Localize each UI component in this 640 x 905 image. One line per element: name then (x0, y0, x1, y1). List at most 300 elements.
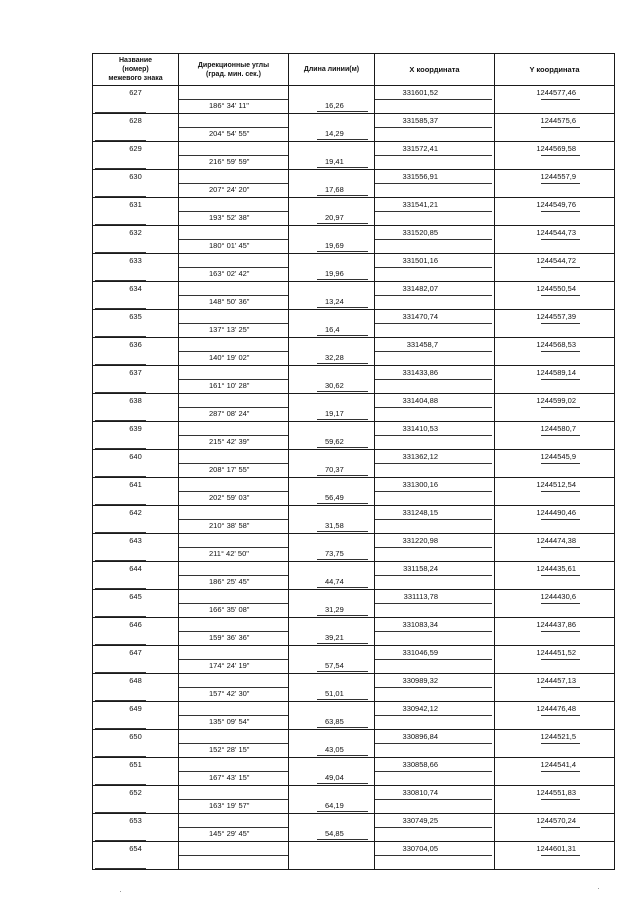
length-cell (289, 114, 375, 142)
line-length: 19,41 (325, 157, 344, 166)
y-coordinate: 1244490,46 (536, 508, 576, 517)
x-underline (375, 687, 492, 688)
y-coordinate: 1244545,9 (540, 452, 576, 461)
direction-angle: 208° 17' 55" (209, 465, 250, 474)
y-coordinate: 1244474,38 (536, 536, 576, 545)
angle-cell (179, 450, 289, 478)
length-cell (289, 590, 375, 618)
angle-cell (179, 562, 289, 590)
angle-cell (179, 86, 289, 114)
direction-angle: 180° 01' 45" (209, 241, 250, 250)
point-number: 644 (129, 564, 142, 573)
line-length: 44,74 (325, 577, 344, 586)
point-cell (93, 674, 179, 702)
y-underline (541, 407, 580, 408)
point-cell (93, 338, 179, 366)
table-row (93, 590, 615, 618)
direction-angle: 161° 10' 28" (209, 381, 250, 390)
y-underline (541, 799, 580, 800)
line-length: 43,05 (325, 745, 344, 754)
length-cell (289, 814, 375, 842)
y-coordinate: 1244544,72 (536, 256, 576, 265)
y-underline (541, 575, 580, 576)
point-cell (93, 730, 179, 758)
x-underline (375, 743, 492, 744)
length-underline (317, 167, 368, 168)
x-underline (375, 211, 492, 212)
line-length: 39,21 (325, 633, 344, 642)
point-cell (93, 170, 179, 198)
angle-separator (179, 239, 288, 240)
x-cell (375, 114, 495, 142)
x-underline (375, 575, 492, 576)
point-cell (93, 142, 179, 170)
x-coordinate: 331520,85 (402, 228, 438, 237)
x-cell (375, 702, 495, 730)
y-coordinate: 1244435,61 (536, 564, 576, 573)
y-cell (495, 758, 615, 786)
x-cell (375, 842, 495, 870)
point-number: 654 (129, 844, 142, 853)
y-underline (541, 771, 580, 772)
x-cell (375, 86, 495, 114)
point-number: 627 (129, 88, 142, 97)
length-cell (289, 758, 375, 786)
direction-angle: 204° 54' 55" (209, 129, 250, 138)
table-row (93, 674, 615, 702)
angle-cell (179, 422, 289, 450)
x-cell (375, 814, 495, 842)
x-cell (375, 282, 495, 310)
y-cell (495, 814, 615, 842)
length-underline (317, 559, 368, 560)
angle-cell (179, 478, 289, 506)
y-underline (541, 127, 580, 128)
point-underline (95, 196, 146, 197)
length-underline (317, 391, 368, 392)
table-row (93, 366, 615, 394)
table-row (93, 422, 615, 450)
y-underline (541, 631, 580, 632)
point-cell (93, 562, 179, 590)
angle-cell (179, 786, 289, 814)
x-cell (375, 730, 495, 758)
angle-separator (179, 687, 288, 688)
angle-cell (179, 534, 289, 562)
length-cell (289, 478, 375, 506)
table-row (93, 226, 615, 254)
scan-speck (598, 888, 599, 889)
table-row (93, 562, 615, 590)
table-row (93, 842, 615, 870)
length-cell (289, 422, 375, 450)
point-cell (93, 646, 179, 674)
point-underline (95, 364, 146, 365)
point-number: 647 (129, 648, 142, 657)
line-length: 16,26 (325, 101, 344, 110)
length-cell (289, 730, 375, 758)
line-length: 49,04 (325, 773, 344, 782)
x-coordinate: 331220,98 (402, 536, 438, 545)
x-underline (375, 631, 492, 632)
length-underline (317, 531, 368, 532)
angle-separator (179, 771, 288, 772)
length-cell (289, 702, 375, 730)
point-number: 650 (129, 732, 142, 741)
y-coordinate: 1244599,02 (536, 396, 576, 405)
y-coordinate: 1244580,7 (540, 424, 576, 433)
point-cell (93, 254, 179, 282)
length-cell (289, 170, 375, 198)
angle-separator (179, 491, 288, 492)
direction-angle: 186° 25' 45" (209, 577, 250, 586)
length-underline (317, 811, 368, 812)
x-underline (375, 855, 492, 856)
table-row (93, 114, 615, 142)
table-row (93, 254, 615, 282)
angle-separator (179, 575, 288, 576)
line-length: 32,28 (325, 353, 344, 362)
line-length: 73,75 (325, 549, 344, 558)
line-length: 54,85 (325, 829, 344, 838)
header-angle-line-2: (град. мин. сек.) (206, 70, 261, 78)
y-cell (495, 590, 615, 618)
header-y: Y координата (495, 54, 615, 86)
y-coordinate: 1244589,14 (536, 368, 576, 377)
angle-cell (179, 114, 289, 142)
x-underline (375, 827, 492, 828)
angle-cell (179, 142, 289, 170)
header-angle-line-1: Дирекционные углы (197, 61, 270, 69)
length-cell (289, 842, 375, 870)
angle-cell (179, 702, 289, 730)
x-coordinate: 331585,37 (402, 116, 438, 125)
line-length: 19,69 (325, 241, 344, 250)
y-cell (495, 534, 615, 562)
x-cell (375, 450, 495, 478)
y-underline (541, 323, 580, 324)
x-cell (375, 562, 495, 590)
x-coordinate: 331404,88 (402, 396, 438, 405)
header-length: Длина линии(м) (289, 54, 375, 86)
table-row (93, 758, 615, 786)
point-number: 653 (129, 816, 142, 825)
y-coordinate: 1244457,13 (536, 676, 576, 685)
length-underline (317, 307, 368, 308)
y-coordinate: 1244521,5 (540, 732, 576, 741)
y-underline (541, 183, 580, 184)
y-underline (541, 351, 580, 352)
x-coordinate: 330989,32 (402, 676, 438, 685)
angle-separator (179, 295, 288, 296)
x-underline (375, 799, 492, 800)
y-underline (541, 267, 580, 268)
y-coordinate: 1244437,86 (536, 620, 576, 629)
x-cell (375, 674, 495, 702)
point-underline (95, 812, 146, 813)
x-underline (375, 463, 492, 464)
x-coordinate: 330749,25 (402, 816, 438, 825)
y-underline (541, 379, 580, 380)
length-underline (317, 783, 368, 784)
angle-cell (179, 590, 289, 618)
direction-angle: 145° 29' 45" (209, 829, 250, 838)
point-underline (95, 308, 146, 309)
x-coordinate: 331572,41 (402, 144, 438, 153)
point-underline (95, 728, 146, 729)
angle-separator (179, 547, 288, 548)
y-cell (495, 86, 615, 114)
x-underline (375, 351, 492, 352)
angle-separator (179, 743, 288, 744)
x-cell (375, 170, 495, 198)
direction-angle: 137° 13' 25" (209, 325, 250, 334)
x-coordinate: 331433,86 (402, 368, 438, 377)
angle-separator (179, 211, 288, 212)
direction-angle: 167° 43' 15" (209, 773, 250, 782)
y-underline (541, 603, 580, 604)
length-underline (317, 671, 368, 672)
y-coordinate: 1244570,24 (536, 816, 576, 825)
direction-angle: 135° 09' 54" (209, 717, 250, 726)
point-number: 640 (129, 452, 142, 461)
line-length: 19,96 (325, 269, 344, 278)
length-cell (289, 562, 375, 590)
y-coordinate: 1244577,46 (536, 88, 576, 97)
length-cell (289, 618, 375, 646)
x-underline (375, 659, 492, 660)
length-cell (289, 394, 375, 422)
point-number: 636 (129, 340, 142, 349)
angle-separator (179, 351, 288, 352)
table-row (93, 730, 615, 758)
x-coordinate: 331501,16 (402, 256, 438, 265)
table-row (93, 394, 615, 422)
table-row (93, 450, 615, 478)
angle-separator (179, 407, 288, 408)
x-cell (375, 198, 495, 226)
y-cell (495, 198, 615, 226)
x-underline (375, 491, 492, 492)
line-length: 16,4 (325, 325, 340, 334)
point-underline (95, 252, 146, 253)
point-cell (93, 590, 179, 618)
y-coordinate: 1244569,58 (536, 144, 576, 153)
length-underline (317, 699, 368, 700)
direction-angle: 287° 08' 24" (209, 409, 250, 418)
direction-angle: 148° 50' 36" (209, 297, 250, 306)
x-coordinate: 331541,21 (402, 200, 438, 209)
point-underline (95, 784, 146, 785)
angle-separator (179, 435, 288, 436)
length-cell (289, 450, 375, 478)
x-underline (375, 267, 492, 268)
line-length: 30,62 (325, 381, 344, 390)
y-cell (495, 142, 615, 170)
point-number: 642 (129, 508, 142, 517)
point-underline (95, 224, 146, 225)
table-row (93, 198, 615, 226)
line-length: 31,58 (325, 521, 344, 530)
y-underline (541, 659, 580, 660)
length-underline (317, 335, 368, 336)
point-underline (95, 168, 146, 169)
point-number: 652 (129, 788, 142, 797)
angle-separator (179, 379, 288, 380)
point-cell (93, 282, 179, 310)
direction-angle: 193° 52' 38" (209, 213, 250, 222)
y-coordinate: 1244575,6 (540, 116, 576, 125)
coordinates-table (92, 53, 615, 870)
x-coordinate: 331113,78 (403, 592, 438, 601)
direction-angle: 157° 42' 30" (209, 689, 250, 698)
y-cell (495, 394, 615, 422)
y-underline (541, 463, 580, 464)
angle-cell (179, 730, 289, 758)
table-row (93, 478, 615, 506)
point-underline (95, 616, 146, 617)
length-underline (317, 587, 368, 588)
angle-cell (179, 394, 289, 422)
y-coordinate: 1244557,9 (540, 172, 576, 181)
length-cell (289, 282, 375, 310)
y-cell (495, 786, 615, 814)
angle-cell (179, 226, 289, 254)
point-cell (93, 450, 179, 478)
y-underline (541, 743, 580, 744)
y-underline (541, 491, 580, 492)
y-cell (495, 310, 615, 338)
table-row (93, 534, 615, 562)
length-cell (289, 310, 375, 338)
point-number: 629 (129, 144, 142, 153)
y-underline (541, 519, 580, 520)
x-underline (375, 127, 492, 128)
y-coordinate: 1244568,53 (536, 340, 576, 349)
angle-cell (179, 674, 289, 702)
y-coordinate: 1244541,4 (540, 760, 576, 769)
angle-cell (179, 646, 289, 674)
point-number: 639 (129, 424, 142, 433)
y-cell (495, 114, 615, 142)
point-underline (95, 532, 146, 533)
point-underline (95, 588, 146, 589)
angle-separator (179, 155, 288, 156)
y-underline (541, 827, 580, 828)
y-cell (495, 618, 615, 646)
point-number: 649 (129, 704, 142, 713)
x-underline (375, 379, 492, 380)
scan-speck (120, 891, 121, 892)
point-cell (93, 394, 179, 422)
y-coordinate: 1244430,6 (540, 592, 576, 601)
point-underline (95, 476, 146, 477)
angle-separator (179, 267, 288, 268)
y-cell (495, 730, 615, 758)
x-coordinate: 331158,24 (403, 564, 438, 573)
angle-separator (179, 603, 288, 604)
length-underline (317, 111, 368, 112)
y-cell (495, 170, 615, 198)
angle-cell (179, 758, 289, 786)
x-coordinate: 330704,05 (402, 844, 438, 853)
direction-angle: 166° 35' 08" (209, 605, 250, 614)
point-number: 632 (129, 228, 142, 237)
direction-angle: 216° 59' 59" (209, 157, 250, 166)
line-length: 31,29 (325, 605, 344, 614)
point-number: 628 (129, 116, 142, 125)
x-coordinate: 331482,07 (402, 284, 438, 293)
x-cell (375, 590, 495, 618)
length-underline (317, 475, 368, 476)
point-underline (95, 840, 146, 841)
length-cell (289, 786, 375, 814)
point-cell (93, 786, 179, 814)
point-underline (95, 280, 146, 281)
length-cell (289, 142, 375, 170)
x-underline (375, 547, 492, 548)
point-underline (95, 140, 146, 141)
angle-separator (179, 715, 288, 716)
length-underline (317, 503, 368, 504)
angle-separator (179, 855, 288, 856)
direction-angle: 152° 28' 15" (209, 745, 250, 754)
y-underline (541, 155, 580, 156)
x-cell (375, 254, 495, 282)
length-underline (317, 447, 368, 448)
y-underline (541, 687, 580, 688)
x-cell (375, 618, 495, 646)
point-cell (93, 618, 179, 646)
line-length: 17,68 (325, 185, 344, 194)
line-length: 59,62 (325, 437, 344, 446)
length-cell (289, 674, 375, 702)
angle-cell (179, 254, 289, 282)
point-cell (93, 814, 179, 842)
table-row (93, 142, 615, 170)
y-cell (495, 506, 615, 534)
y-coordinate: 1244601,31 (536, 844, 576, 853)
point-underline (95, 672, 146, 673)
point-cell (93, 506, 179, 534)
length-cell (289, 506, 375, 534)
angle-separator (179, 519, 288, 520)
line-length: 20,97 (325, 213, 344, 222)
x-underline (375, 239, 492, 240)
angle-cell (179, 366, 289, 394)
length-underline (317, 727, 368, 728)
angle-cell (179, 814, 289, 842)
length-cell (289, 198, 375, 226)
point-cell (93, 702, 179, 730)
angle-cell (179, 506, 289, 534)
point-number: 645 (129, 592, 142, 601)
x-coordinate: 331410,53 (402, 424, 438, 433)
x-underline (375, 407, 492, 408)
angle-cell (179, 842, 289, 870)
x-underline (375, 519, 492, 520)
point-cell (93, 114, 179, 142)
length-underline (317, 279, 368, 280)
line-length: 19,17 (325, 409, 344, 418)
angle-separator (179, 827, 288, 828)
line-length: 14,29 (325, 129, 344, 138)
x-underline (375, 295, 492, 296)
direction-angle: 140° 19' 02" (209, 353, 250, 362)
angle-separator (179, 631, 288, 632)
x-cell (375, 758, 495, 786)
length-cell (289, 366, 375, 394)
